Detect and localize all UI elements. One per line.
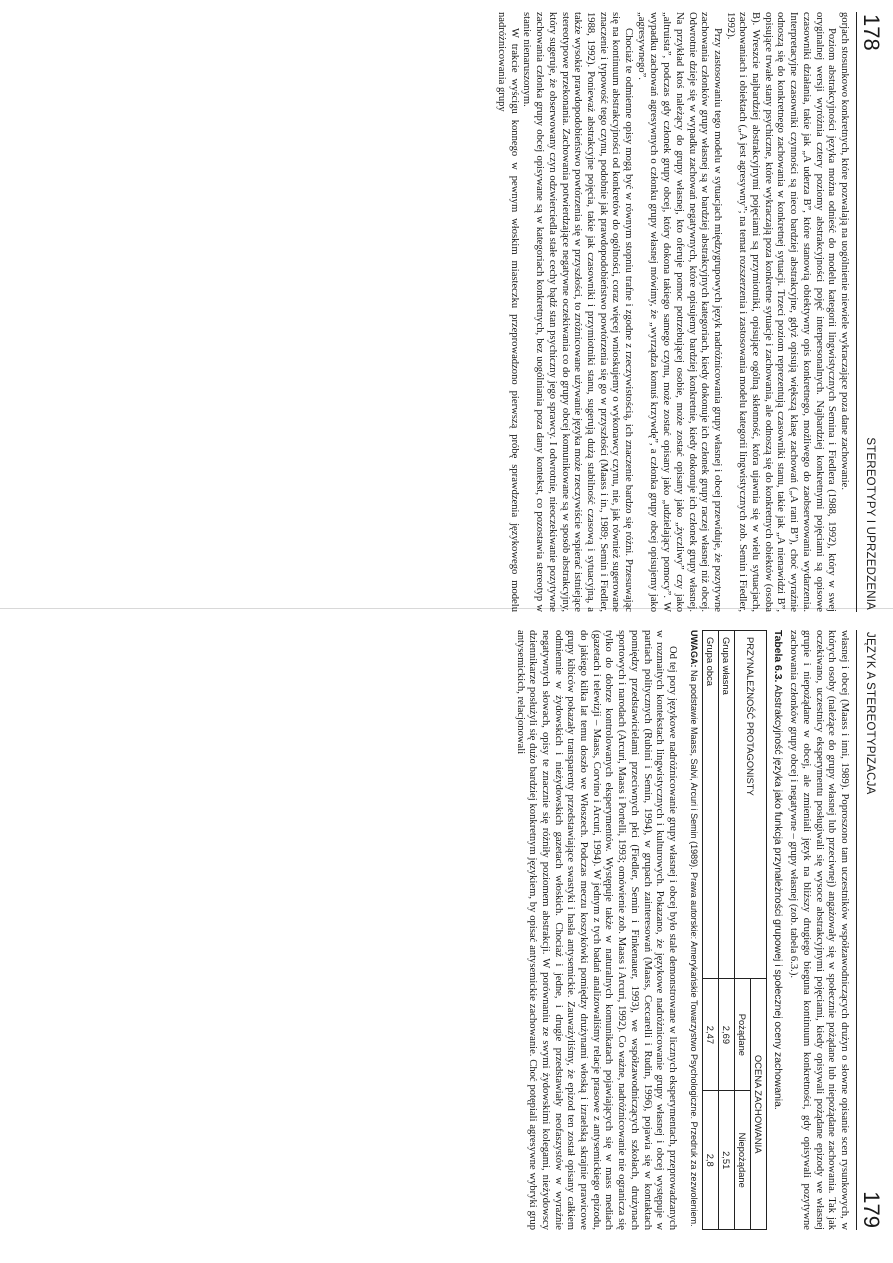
running-header-179: [856, 630, 886, 1230]
table-row: [702, 631, 718, 1230]
data-table: [702, 630, 767, 1230]
table-cell: 2,69: [718, 979, 734, 1091]
paragraph: Poziom abstrakcyjności języka można odnieść do modelu kategorii lingwistycznych Semina i Fiedlera (1988, 1992), który w swej oryginalnej wersji wyróżnia cztery poziomy abstrakcyjności pojęć interpersonalnych. Najbardziej konkretnymi pojęciami są opisowe czasowniki działania, takie jak „A uderza B”, które stanowią obiektywny opis konkretnego, możliwego do zaobserwowania wydarzenia. Interpretacyjne czasowniki czynności są nieco bardziej abstrakcyjne, gdyż opisują większą klasę zachowań („A rani B”), choć wyraźnie odnoszą się do konkretnego zachowania w konkretnej sytuacji. Trzeci poziom reprezentują czasowniki stanu, takie jak „A nienawidzi B”, opisujące trwałe stany psychiczne, które wykraczają poza konkretne sytuacje i zachowania, ale odnoszą się do konkretnych obiektów (osoba B). Wreszcie najbardziej abstrakcyjnymi pojęciami są przymiotniki, opisujące ogólną skłonność, która ujawnia się w wielu sytuacjach, zachowaniach i obiektach („A jest agresywny”; na temat rozszerzenia i zastosowania modelu kategorii lingwistycznych zob. Semin i Fiedler, 1992).: [724, 12, 838, 612]
paragraph: Chociaż te odmienne opisy mogą być w równym stopniu trafne i zgodne z rzeczywistością, ich znaczenie bardzo się różni. Przesuwając się na kontinuum abstrakcyjności od konkretów do ogólności, coraz więcej wnioskujemy o wykonawcy czynu, nie, jak również sugerowane znaczenie i typowość tego czynu, podobnie jak prawdopodobieństwo powtórzenia się go w przyszłości (Maass i in., 1989; Semin i Fiedler, 1988, 1992). Ponieważ abstrakcyjne pojęcia, takie jak czasowniki i przymiotniki stanu, sugerują dużą stabilność czasową i sytuacyjną, a także wysokie prawdopodobieństwo powtórzenia się w przyszłości, to zróżnicowane używanie języka może rzeczywiście wspierać istniejące stereotypowe przekonania. Zachowania potwierdzające negatywne oczekiwania co do grupy obcej komunikowane są w sposób abstrakcyjny, który sugeruje, że obserwowany czyn odzwierciedla stałe cechy bądź stan psychiczny jego sprawcy. I odwrotnie, nieoczekiwanie pozytywne zachowania członka grupy obcej opisywane są w kategoriach konkretnych, bez uogólniania poza dany kontekst, co pozostawia stereotyp w stanie nienaruszonym.: [521, 12, 635, 612]
paragraph: własnej i obcej (Maass i inni, 1989). Poproszono tam uczestników współzawodniczących drużyn o słowne opisanie scen rysunkowych, w których osoby (należące do grupy własnej lub przeciwnej) angażowały się w społecznie pożądane lub niepożądane zachowania. Tak jak oczekiwano, uczestnicy eksperymentu posługiwali się wysoce abstrakcyjnymi pojęciami, kiedy opisywali pożądane epizody we własnej grupie i niepożądane w obcej, ale zmieniali język na bliższy drugiego bieguna kontinuum konkretności, gdy opisywali pozytywne zachowania członków grupy obcej i negatywne – grupy własnej (zob. tabela 6.3.).: [788, 630, 850, 1230]
paragraph: gorjach stosunkowo konkretnych, które pozwalają na uogólnienie niewiele wykraczające poza dane zachowanie.: [839, 12, 850, 490]
table-cell: 2,47: [702, 979, 718, 1091]
table-cell: 2,8: [702, 1091, 718, 1230]
row-header-cell: PRZYNALEŻNOŚĆ PROTAGONISTY: [734, 631, 766, 979]
table-note-label: UWAGA:: [688, 630, 699, 668]
row-label: Grupa własna: [718, 631, 734, 979]
table-row: [718, 631, 734, 1230]
column-header: Niepożądane: [734, 1091, 750, 1230]
page-178: [466, 12, 886, 612]
table-header-row: [750, 631, 766, 1230]
group-header-cell: OCENA ZACHOWANIA: [750, 979, 766, 1230]
running-title: STEREOTYPY I UPRZEDZENIA: [864, 437, 876, 610]
paragraph: W trakcie wyścigu konnego w pewnym włoskim miasteczku przeprowadzono pierwszą próbę sprawdzenia językowego modelu nadróżnicowania grupy: [496, 12, 520, 612]
table-cell: 2,51: [718, 1091, 734, 1230]
page-179: [466, 630, 886, 1230]
body-text-178: [494, 12, 850, 612]
running-title: JĘZYK A STEREOTYPIZACJA: [864, 632, 876, 795]
table-note-text: Na podstawie Maass, Salvi, Arcuri i Semin (1989). Prawa autorskie: Amerykańskie Towarzystwo Psychologiczne. Przedruk za zezwoleniem.: [688, 670, 699, 1227]
row-label: Grupa obca: [702, 631, 718, 979]
table-caption-text: Abstrakcyjność języka jako funkcja przynależności grupowej i społecznej oceny zachowania.: [772, 684, 784, 1110]
paragraph: Od tej pory językowe nadróżnicowanie grupy własnej i obcej było stale demonstrowane w licznych eksperymentach, przeprowadzanych w rozmaitych kontekstach lingwistycznych i kulturowych. Pokazano, że językowe nadróżnicowanie grupy własnej i obcej występuje w partiach politycznych (Rubini i Semin, 1994), w grupach zainteresowań (Maass, Ceccarelli i Rudin, 1996), pojawia się w kontaktach pomiędzy przedstawicielami przeciwnych płci (Fiedler, Semin i Finkenauer, 1993), we współzawodniczących szkołach, drużynach sportowych i narodach (Arcuri, Maass i Portelli, 1993; omówienie zob. Maass i Arcuri, 1992). Co ważne, nadróżnicowanie nie ogranicza się tylko do dobrze kontrolowanych eksperymentów. Występuje także w naturalnych komunikatach pojawiających się w mass mediach (gazetach i telewizji – Maass, Corvino i Arcuri, 1994). W jednym z tych badań analizowaliśmy relacje prasowe z antysemickiego epizodu, do jakiego kilka lat temu doszło we Włoszech. Podczas meczu koszykówki pomiędzy drużynami włoską i izraelską skrajnie prawicowe grupy kibiców pokazały transparenty przedstawiające swastyki i hasła antysemickie. Zauważyliśmy, że epizod ten został opisany całkiem odmiennie w żydowskich i nieżydowskich gazetach włoskich. Chociaż i jedne, i drugie przedstawiały neofaszystów w wyraźnie negatywnych słowach, opisy te znacznie się różniły poziomem abstrakcji. W porównaniu ze swymi żydowskimi kolegami, nieżydowscy dziennikarze posłużyli się dużo bardziej konkretnym językiem, by opisać antysemickie zachowanie. Choć potępiali agresywne wybryki grup antysemickich, relacjonowali: [514, 630, 678, 1230]
table-note: [688, 630, 699, 1230]
table-caption: [771, 630, 784, 1230]
paragraph: Przy zastosowaniu tego modelu w sytuacjach międzygrupowych język nadróżnicowania grupy własnej i obcej przewiduje, że pozytywne zachowania członków grupy własnej są w bardziej abstrakcyjnych kategoriach, kiedy dokonuje ich członek grupy raczej własnej niż obcej. Odwrotnie dzieje się w wypadku zachowań negatywnych, które opisujemy bardziej konkretnie, kiedy dokonuje ich członek grupy własnej. Na przykład ktoś należący do grupy własnej, kto oferuje pomoc potrzebującej osobie, może zostać opisany jako „życzliwy” czy jako „altruista”, podczas gdy członek grupy obcej, który dokona takiego samego czynu, może zostać opisany jako „udzielający pomocy”. W wypadku zachowań agresywnych o członku grupy własnej mówimy, że „wyrządza komuś krzywdę”, a członka grupy obcej opisujemy jako „agresywnego”.: [635, 12, 723, 612]
table-6-3: [688, 630, 784, 1230]
column-header: Pożądane: [734, 979, 750, 1091]
page-number: 179: [859, 1191, 884, 1228]
page-number: 178: [859, 14, 884, 51]
table-label: Tabela 6.3.: [772, 630, 784, 683]
body-text-179: [513, 630, 850, 1230]
running-header-178: [856, 12, 886, 612]
